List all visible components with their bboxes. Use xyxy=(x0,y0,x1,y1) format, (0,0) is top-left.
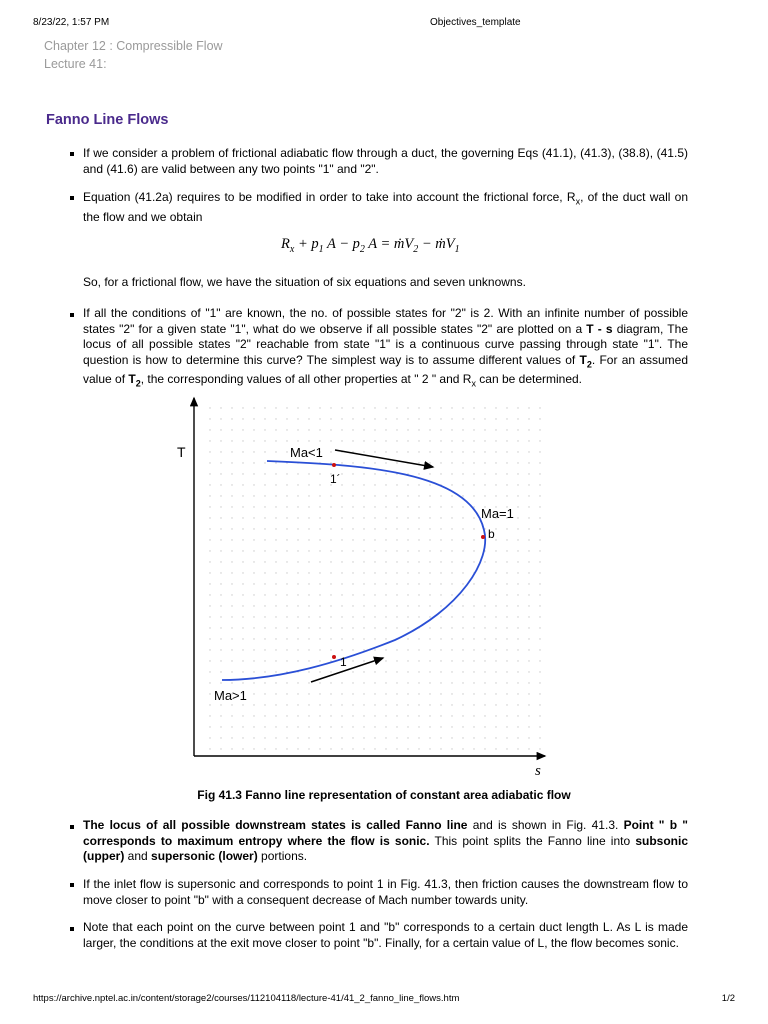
bullet-text-1: If we consider a problem of frictional adiabatic flow through a duct, the governing Eqs (41.1), (41.3), (38.8), (41.5) and (41.6) are valid between any two points "1" and "2". xyxy=(83,146,688,176)
bullet-marker xyxy=(70,927,74,931)
point-1-prime-label: 1´ xyxy=(330,472,341,486)
bullet-marker xyxy=(70,883,74,887)
chapter-title: Chapter 12 : Compressible Flow xyxy=(44,39,223,53)
s-axis-label: s xyxy=(535,763,541,779)
subsonic-label: Ma<1 xyxy=(290,445,323,460)
point-1-label: 1 xyxy=(340,655,347,669)
bullet-marker xyxy=(70,152,74,156)
bullet-text-4: The locus of all possible downstream states is called Fanno line and is shown in Fig. 41.3. Point " b " corresponds to maximum entropy where the flow is sonic. This point splits the Fanno line into subsonic (upper) and supersonic (lower) portions. xyxy=(83,818,688,863)
page-number: 1/2 xyxy=(721,993,735,1004)
bullet-text-2: Equation (41.2a) requires to be modified in order to take into account the frictional force, $R_x$, of the duct wall on the flow and we obtain xyxy=(83,190,688,224)
point-b-marker xyxy=(481,535,485,539)
momentum-equation: $R_x + p_1$ $A - p_2$ A = ṁV$_2$ − ṁV$_1$ xyxy=(281,236,460,255)
section-heading: Fanno Line Flows xyxy=(46,112,169,128)
print-title: Objectives_template xyxy=(430,17,521,28)
figure-caption: Fig 41.3 Fanno line representation of constant area adiabatic flow xyxy=(197,788,571,802)
point-1-marker xyxy=(332,655,336,659)
source-url-link[interactable]: https://archive.nptel.ac.in/content/storage2/courses/112104118/lecture-41/41_2_fanno_line_flows.htm xyxy=(33,993,460,1004)
print-date: 8/23/22, 1:57 PM xyxy=(33,17,110,28)
t-axis-label: T xyxy=(177,444,186,460)
bullet-marker xyxy=(70,825,74,829)
sonic-label: Ma=1 xyxy=(481,506,514,521)
bullet-text-6: Note that each point on the curve between point 1 and "b" corresponds to a certain duct length L. As L is made larger, the conditions at the exit move closer to point "b". Finally, for a certain value of L, the flow becomes sonic. xyxy=(83,920,688,950)
lecture-title: Lecture 41: xyxy=(44,57,107,71)
frictional-flow-note: So, for a frictional flow, we have the situation of six equations and seven unknowns. xyxy=(83,275,526,289)
bullet-marker xyxy=(70,196,74,200)
bullet-marker xyxy=(70,313,74,317)
print-footer xyxy=(33,993,735,1007)
print-header xyxy=(33,17,735,33)
point-1-prime-marker xyxy=(332,463,336,467)
bullet-text-5: If the inlet flow is supersonic and corresponds to point 1 in Fig. 41.3, then friction causes the downstream flow to move closer to point "b" with a consequent decrease of Mach number towards unity. xyxy=(83,877,688,907)
dotted-grid xyxy=(200,400,550,755)
bullet-text-3: If all the conditions of "1" are known, the no. of possible states for "2" is 2. With an infinite number of possible states "2" for a given state "1", what do we observe if all possible states "2" are plotted on a T - s diagram, The locus of all possible states "2" reachable from state "1" is a continuous curve passing through state "1". The question is how to determine this curve? The simplest way is to assume different values of $T_2$. For an assumed value of $T_2$, the corresponding values of all other properties at " 2 " and $R_x$ can be determined. xyxy=(83,306,689,389)
fanno-line-diagram xyxy=(150,392,570,782)
point-b-label: b xyxy=(488,527,495,541)
supersonic-label: Ma>1 xyxy=(214,688,247,703)
